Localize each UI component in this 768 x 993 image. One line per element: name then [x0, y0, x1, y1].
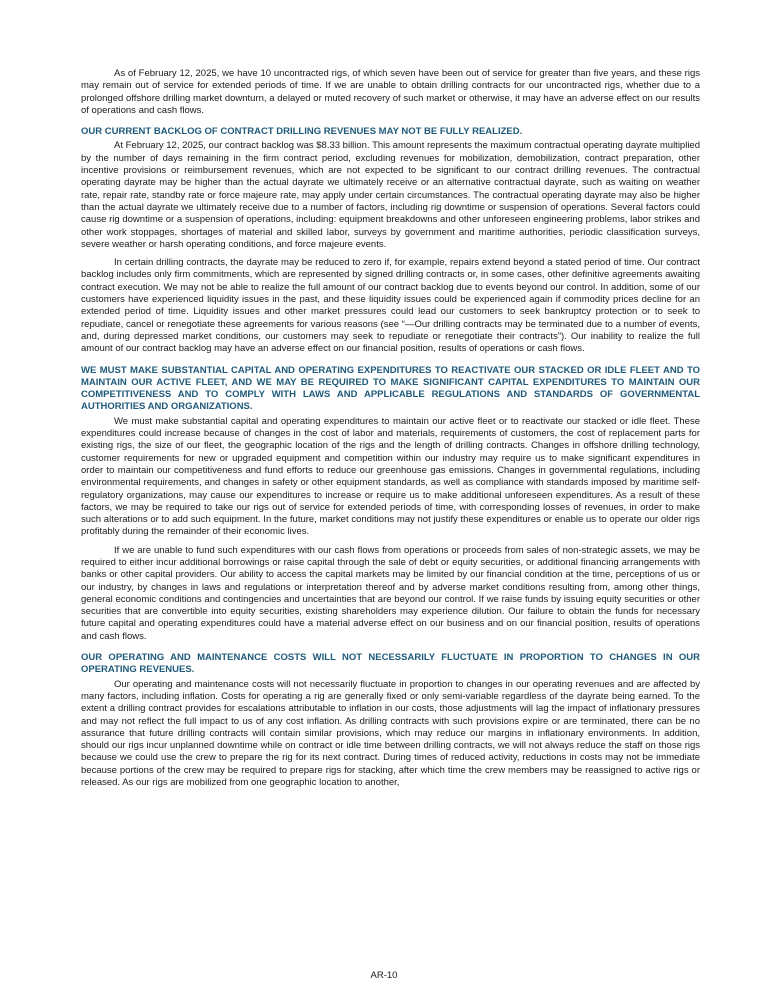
- paragraph-backlog-amount: At February 12, 2025, our contract backlog was $8.33 billion. This amount represents the maximum contractual operating dayrate multiplied by the number of days remaining in the firm contract period, excluding revenues for mobilization, demobilization, contract preparation, other incentive provisions or reimbursement revenues, which are not expected to be significant to our contract drilling revenues. The contractual operating dayrate may be higher than the actual dayrate we ultimately receive or an alternative contractual dayrate, such as waiting on weather rate, repair rate, standby rate or force majeure rate, may apply under certain circumstances. The contractual operating dayrate may also be higher than the actual dayrate we ultimately receive due to a number of factors, including rig downtime or suspension of operations. Several factors could cause rig downtime or a suspension of operations, including: equipment breakdowns and other unforeseen engineering problems, labor strikes and other work stoppages, shortages of material and skilled labor, surveys by government and maritime authorities, periodic classification surveys, severe weather or harsh operating conditions, and force majeure events.: [81, 140, 700, 250]
- paragraph-operating-costs: Our operating and maintenance costs will not necessarily fluctuate in proportion to changes in our operating revenues and are affected by many factors, including inflation. Costs for operating a rig are generally fixed or only semi-variable regardless of the dayrate being earned. To the extent a drilling contract provides for escalations attributable to inflation in our costs, those adjustments will lag the impact of inflationary pressures and may not reflect the full impact to us of any cost inflation. As drilling contracts with such provisions expire or are terminated, there can be no assurance that future drilling contracts will contain similar provisions, which may reduce our margins in inflationary environments. In addition, should our rigs incur unplanned downtime while on contract or idle time between drilling contracts, we will not always reduce the staff on those rigs because we could use the crew to prepare the rig for its next contract. During times of reduced activity, reductions in costs may not be immediate because portions of the crew may be required to prepare rigs for stacking, after which time the crew members may be reassigned to active rigs or released. As our rigs are mobilized from one geographic location to another,: [81, 678, 700, 789]
- paragraph-capital-expenditures: We must make substantial capital and operating expenditures to maintain our active fleet or to reactivate our stacked or idle fleet. These expenditures could increase because of changes in the cost of labor and materials, requirements of customers, the cost of replacement parts for existing rigs, the size of our fleet, the geographic location of the rigs and the length of drilling contracts. Changes in offshore drilling technology, customer requirements for new or upgraded equipment and competition within our industry may require us to make significant expenditures in order to maintain our competitiveness and fund efforts to reduce our greenhouse gas emissions. Changes in governmental regulations, including environmental requirements, and changes in safety or other equipment standards, as well as compliance with standards imposed by maritime self-regulatory organizations, may cause our expenditures to increase or require us to make additional unforeseen expenditures. As a result of these factors, we may be required to take our rigs out of service for extended periods of time, with corresponding losses of revenues, in order to make such alterations or to add such equipment. In the future, market conditions may not justify these expenditures or enable us to operate our older rigs profitably during the remainder of their economic lives.: [81, 415, 700, 538]
- page-number: AR-10: [370, 970, 398, 981]
- heading-capital-expenditures: WE MUST MAKE SUBSTANTIAL CAPITAL AND OPERATING EXPENDITURES TO REACTIVATE OUR STACKED OR IDLE FLEET AND TO MAINTAIN OUR ACTIVE FLEET, AND WE MAY BE REQUIRED TO MAKE SIGNIFICANT CAPITAL EXPENDITURES TO MAINTAIN OUR COMPETITIVENESS AND TO COMPLY WITH LAWS AND APPLICABLE REGULATIONS AND STANDARDS OF GOVERNMENTAL AUTHORITIES AND ORGANIZATIONS.: [81, 364, 700, 413]
- document-body: [81, 68, 700, 795]
- paragraph-uncontracted-rigs: As of February 12, 2025, we have 10 uncontracted rigs, of which seven have been out of service for greater than five years, and these rigs may remain out of service for extended periods of time. If we are unable to obtain drilling contracts for our uncontracted rigs, whether due to a prolonged offshore drilling market downturn, a delayed or muted recovery of such market or otherwise, it may have an adverse effect on our results of operations and cash flows.: [81, 68, 700, 116]
- paragraph-funding-expenditures: If we are unable to fund such expenditures with our cash flows from operations or proceeds from sales of non-strategic assets, we may be required to either incur additional borrowings or raise capital through the sale of debt or equity securities, or additional financing arrangements with banks or other capital providers. Our ability to access the capital markets may be limited by our financial condition at the time, perceptions of us or our industry, by changes in laws and regulations or interpretation thereof and by adverse market conditions resulting from, among other things, general economic conditions and contingencies and uncertainties that are beyond our control. If we raise funds by issuing equity securities or other securities that are convertible into equity securities, existing shareholders may experience dilution. Our failure to obtain the funds for necessary future capital and operating expenditures could have a material adverse effect on our business and on our financial position, results of operations and cash flows.: [81, 544, 700, 642]
- heading-operating-costs: OUR OPERATING AND MAINTENANCE COSTS WILL NOT NECESSARILY FLUCTUATE IN PROPORTION TO CHANGES IN OUR OPERATING REVENUES.: [81, 652, 700, 676]
- heading-contract-backlog: OUR CURRENT BACKLOG OF CONTRACT DRILLING REVENUES MAY NOT BE FULLY REALIZED.: [81, 126, 523, 138]
- paragraph-backlog-dayrate: In certain drilling contracts, the dayrate may be reduced to zero if, for example, repairs extend beyond a stated period of time. Our contract backlog includes only firm commitments, which are represented by signed drilling contracts or, in some cases, other definitive agreements awaiting contract execution. We may not be able to realize the full amount of our contract backlog due to events beyond our control. In addition, some of our customers have experienced liquidity issues in the past, and these liquidity issues could be experienced again if commodity prices decline for an extended period of time. Liquidity issues and other market pressures could lead our customers to seek bankruptcy protection or to seek to repudiate, cancel or renegotiate these agreements for various reasons (see “—Our drilling contracts may be terminated due to a number of events, and, during depressed market conditions, our customers may seek to repudiate or renegotiate their contracts”). Our inability to realize the full amount of our contract backlog may have an adverse effect on our financial position, results of operations or cash flows.: [81, 257, 700, 355]
